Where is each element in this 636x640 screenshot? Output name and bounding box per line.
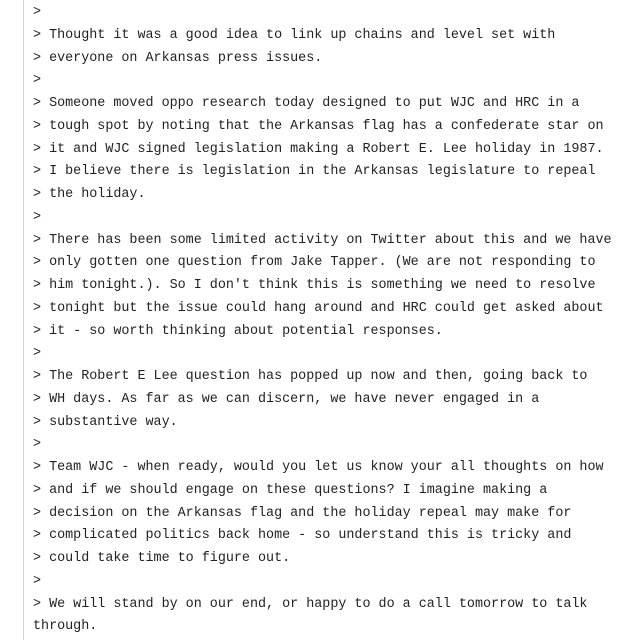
quoted-line: > it and WJC signed legislation making a Robert E. Lee holiday in 1987.: [33, 141, 604, 157]
quoted-line: >: [33, 346, 42, 362]
quoted-line: > We will stand by on our end, or happy to do a call tomorrow to talk: [33, 596, 588, 612]
quoted-line: >: [33, 437, 42, 453]
quoted-line: > decision on the Arkansas flag and the holiday repeal may make for: [33, 505, 572, 521]
quoted-line: >: [33, 5, 42, 20]
quoted-line: > the holiday.: [33, 187, 146, 202]
quoted-line: > only gotten one question from Jake Tapper. (We are not responding to: [33, 255, 596, 271]
quoted-line: >: [33, 573, 42, 589]
quoted-text-lines: [33, 2, 636, 639]
quoted-line: > There has been some limited activity on Twitter about this and we have: [33, 232, 612, 248]
quoted-line: > The Robert E Lee question has popped up now and then, going back to: [33, 369, 588, 384]
quoted-line: > him tonight.). So I don't think this is something we need to resolve: [33, 278, 596, 293]
quoted-line: >: [33, 209, 42, 225]
quoted-line: >: [33, 73, 42, 89]
quoted-line: > I believe there is legislation in the Arkansas legislature to repeal: [33, 164, 596, 180]
quoted-line: > and if we should engage on these questions? I imagine making a: [33, 482, 548, 498]
quote-rule: [23, 0, 24, 640]
quoted-line: through.: [33, 619, 98, 635]
quoted-line: > everyone on Arkansas press issues.: [33, 50, 323, 66]
quoted-line: > WH days. As far as we can discern, we have never engaged in a: [33, 391, 540, 407]
quoted-line: > substantive way.: [33, 414, 178, 430]
quoted-line: > complicated politics back home - so understand this is tricky and: [33, 528, 572, 544]
quoted-line: > tonight but the issue could hang around and HRC could get asked about: [33, 300, 604, 316]
quoted-line: > could take time to figure out.: [33, 551, 291, 566]
quoted-line: > it - so worth thinking about potential responses.: [33, 323, 443, 339]
quoted-line: > Someone moved oppo research today designed to put WJC and HRC in a: [33, 96, 580, 111]
quoted-line: > Thought it was a good idea to link up chains and level set with: [33, 27, 556, 43]
quoted-line: > tough spot by noting that the Arkansas flag has a confederate star on: [33, 118, 604, 134]
quoted-line: > Team WJC - when ready, would you let us know your all thoughts on how: [33, 460, 604, 475]
